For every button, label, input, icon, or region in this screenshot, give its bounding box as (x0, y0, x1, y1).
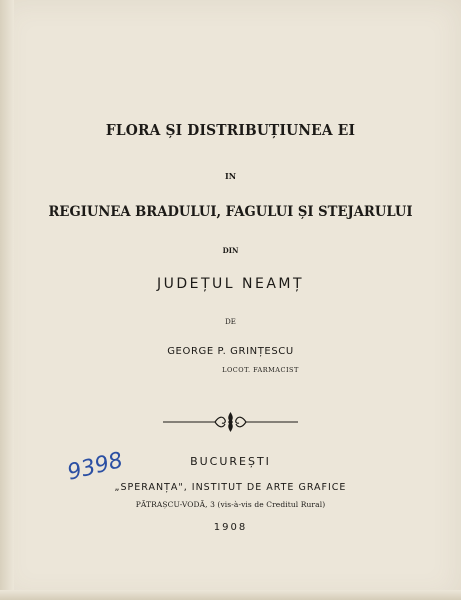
publisher: „SPERANȚA", INSTITUT DE ARTE GRAFICE (114, 482, 347, 493)
ornament-divider-icon (163, 410, 298, 434)
connector-din: DIN (222, 246, 239, 255)
connector-de: DE (225, 318, 236, 326)
svg-text:9398: 9398 (65, 447, 126, 486)
connector-in: IN (224, 171, 237, 181)
title-line-3: JUDEȚUL NEAMȚ (156, 276, 305, 292)
publisher-address: PĂTRAȘCU-VODĂ, 3 (vis-à-vis de Creditul Rural) (135, 500, 326, 509)
page-bottom-edge (0, 590, 461, 600)
page-left-edge (0, 0, 14, 600)
title-line-2: REGIUNEA BRADULUI, FAGULUI ȘI STEJARULUI (48, 204, 413, 220)
title-line-1: FLORA ȘI DISTRIBUȚIUNEA EI (105, 121, 356, 139)
author-name: GEORGE P. GRINȚESCU (167, 346, 294, 357)
publication-city: BUCUREȘTI (190, 455, 271, 468)
author-role: LOCOT. FARMACIST (222, 366, 299, 374)
publication-year: 1908 (213, 522, 248, 533)
